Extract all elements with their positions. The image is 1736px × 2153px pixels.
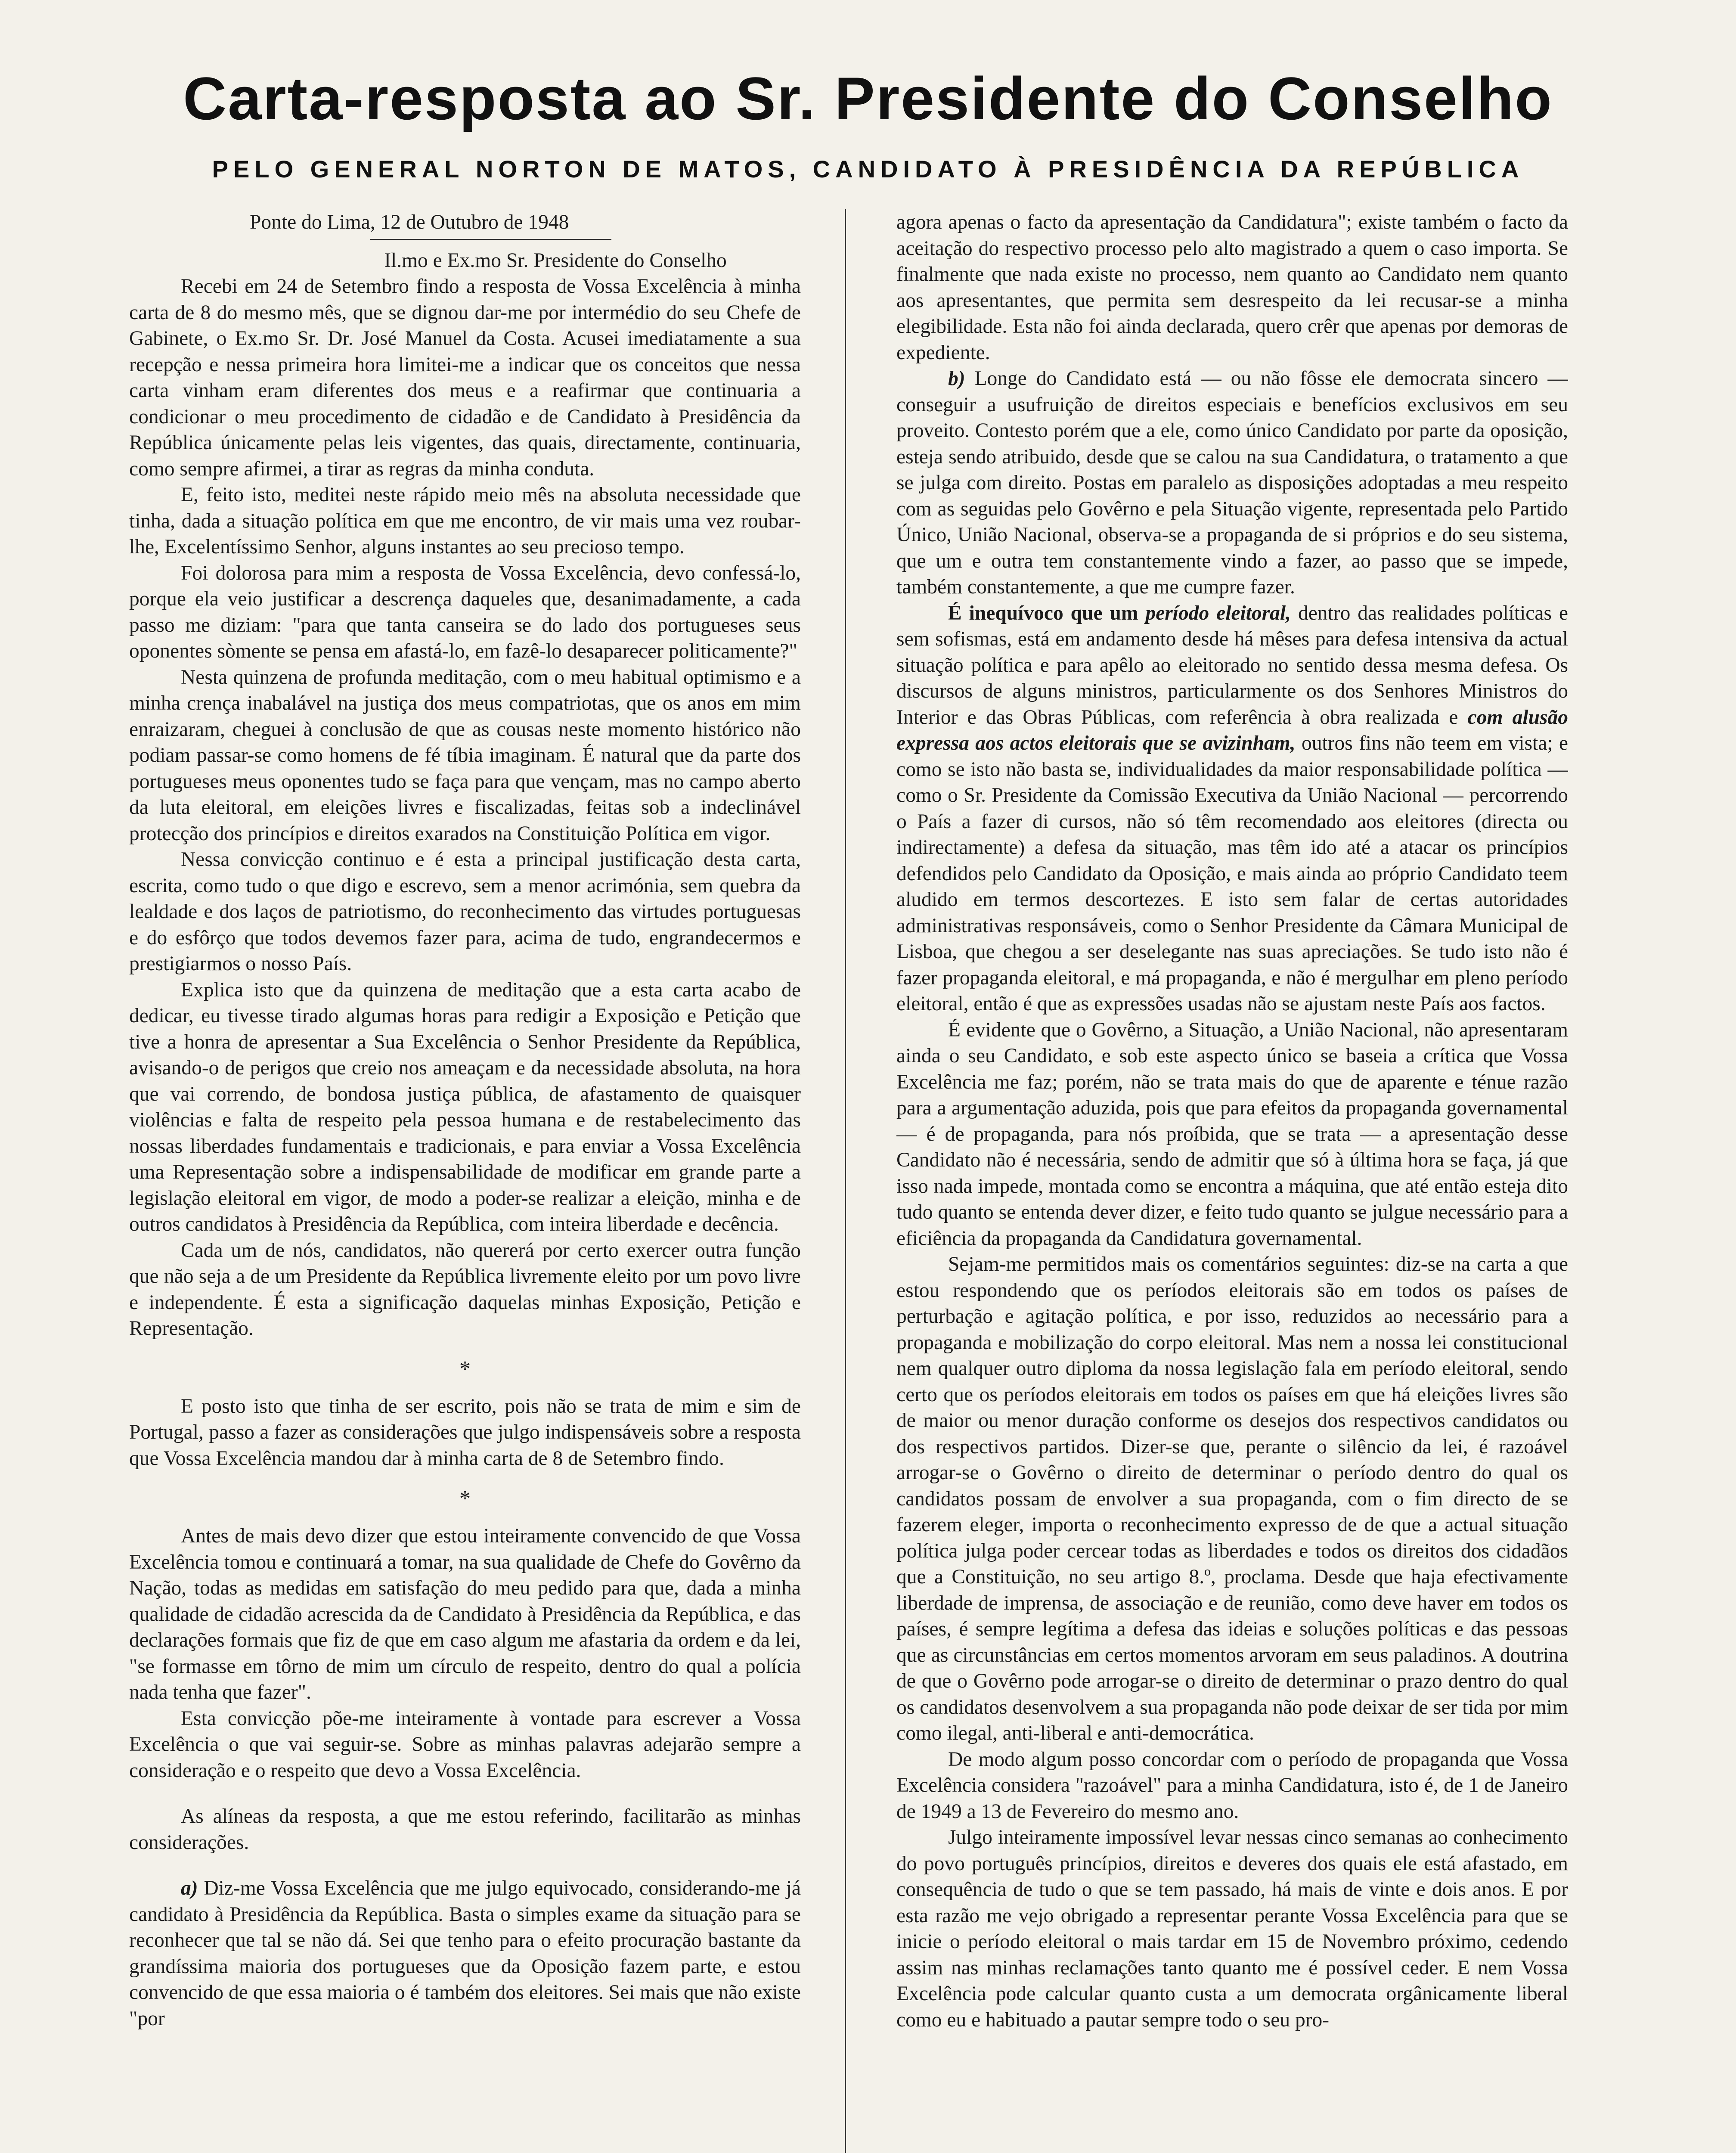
- section-asterisk: *: [459, 1356, 471, 1381]
- paragraph: Recebi em 24 de Setembro findo a resposta de Vossa Excelência à minha carta de 8 do mesmo mês, que se dignou dar-me por intermédio do seu Chefe de Gabinete, o Ex.mo Sr. Dr. José Manuel da Costa. Acusei imediatamente a sua recepção e nessa primeira hora limitei-me a indicar que os conceitos que nessa carta vinham eram diferentes dos meus e a reafirmar que continuaria a condicionar o meu procedimento de cidadão e de Candidato à Presidência da República únicamente pelas leis vigentes, das quais, directamente, continuaria, como sempre afirmei, a tirar as regras da minha conduta.: [129, 275, 801, 480]
- paragraph-text: Diz-me Vossa Excelência que me julgo equivocado, considerando-me já candidato à Presidência da República. Basta o simples exame da situação para se reconhecer que tal se não dá. Sei que tenho para o efeito procuração bastante da grandíssima maioria dos portugueses que da Oposição fazem parte, e estou convencido de que essa maioria o é também dos eleitores. Sei mais que não existe "por: [129, 1877, 801, 2030]
- paragraph: E posto isto que tinha de ser escrito, pois não se trata de mim e sim de Portugal, passo a fazer as considerações que julgo indispensáveis sobre a resposta que Vossa Excelência mandou dar à minha carta de 8 de Setembro findo.: [129, 1395, 801, 1470]
- paragraph: É evidente que o Govêrno, a Situação, a União Nacional, não apresentaram ainda o seu Candidato, e sob este aspecto único se baseia a crítica que Vossa Excelência me faz; porém, não se trata mais do que de aparente e ténue razão para a argumentação aduzida, pois que para efeitos da propaganda governamental — é de propaganda, para nós proíbida, que se trata — a apresentação desse Candidato não é necessária, sendo de admitir que só à última hora se faça, já que isso nada impede, montada como se encontra a máquina, que até então esteja dito tudo quanto se entenda dever dizer, e feito tudo quanto se julgue necessário para a eficiência da propaganda da Candidatura governamental.: [896, 1018, 1568, 1250]
- paragraph-eleitoral: [896, 600, 1568, 1017]
- item-label-b: b): [948, 367, 965, 390]
- paragraph: As alíneas da resposta, a que me estou referindo, facilitarão as minhas considerações.: [129, 1805, 801, 1854]
- paragraph: De modo algum posso concordar com o período de propaganda que Vossa Excelência considera "razoável" para a minha Candidatura, isto é, de 1 de Janeiro de 1949 a 13 de Fevereiro do mesmo ano.: [896, 1748, 1568, 1823]
- paragraph: Explica isto que da quinzena de meditação que a esta carta acabo de dedicar, eu tivesse tirado algumas horas para redigir a Exposição e Petição que tive a honra de apresentar a Sua Excelência o Senhor Presidente da República, avisando-o de perigos que creio nos ameaçam e da necessidade absoluta, na hora que vai correndo, de bondosa justiça pública, de afastamento de quaisquer violências e falta de respeito pela pessoa humana e de restabelecimento das nossas liberdades fundamentais e tradicionais, e para enviar a Vossa Excelência uma Representação sobre a indispensabilidade de modificar em grande parte a legislação eleitoral em vigor, de modo a poder-se realizar a eleição, minha e de outros candidatos à Presidência da República, com inteira liberdade e decência.: [129, 978, 801, 1235]
- paragraph: Foi dolorosa para mim a resposta de Vossa Excelência, devo confessá-lo, porque ela veio justificar a descrença daqueles que, desanimadamente, a cada passo me diziam: "para que tanta canseira se do lado dos portugueses seus oponentes sòmente se pensa em afastá-lo, em fazê-lo desaparecer politicamente?": [129, 562, 801, 662]
- paragraph-a: [129, 1875, 801, 2032]
- paragraph: Antes de mais devo dizer que estou inteiramente convencido de que Vossa Excelência tomou e continuará a tomar, na sua qualidade de Chefe do Govêrno da Nação, todas as medidas em satisfação do meu pedido para que, dada a minha qualidade de cidadão acrescida da de Candidato à Presidência da República, e das declarações formais que fiz de que em caso algum me afastaria da ordem e da lei, "se formasse em tôrno de mim um círculo de respeito, dentro do qual a polícia nada tenha que fazer".: [129, 1525, 801, 1703]
- paragraph: Esta convicção põe-me inteiramente à vontade para escrever a Vossa Excelência o que vai seguir-se. Sobre as minhas palavras adejarão sempre a consideração e o respeito que devo a Vossa Excelência.: [129, 1707, 801, 1782]
- dateline: Ponte do Lima, 12 de Outubro de 1948: [250, 211, 569, 233]
- spacer: [129, 1855, 801, 1875]
- byline: PELO GENERAL NORTON DE MATOS, CANDIDATO À PRESIDÊNCIA DA REPÚBLICA: [212, 155, 1524, 183]
- emphasis-quote: com alusão expressa aos actos eleitorais que se avizinham,: [896, 706, 1568, 754]
- item-label-a: a): [181, 1877, 198, 1899]
- paragraph: Nesta quinzena de profunda meditação, com o meu habitual optimismo e a minha crença inabalável na justiça dos meus compatriotas, que os anos em mim enraizaram, cheguei à conclusão de que as cousas neste momento histórico não podiam passar-se como homens de fé tíbia imaginam. É natural que da parte dos portugueses meus oponentes tudo se faça para que vençam, mas no campo aberto da luta eleitoral, em eleições livres e fiscalizadas, feitas sob a indeclinável protecção dos princípios e direitos exarados na Constituição Política em vigor.: [129, 666, 801, 845]
- section-asterisk: *: [459, 1486, 471, 1511]
- paragraph-lead: É inequívoco que um: [948, 602, 1138, 624]
- paragraph-text: Longe do Candidato está — ou não fôsse ele democrata sincero — conseguir a usufruição de direitos especiais e benefícios exclusivos em seu proveito. Contesto porém que a ele, como único Candidato por parte da oposição, esteja sendo atribuido, desde que se calou na sua Candidatura, o tratamento a que se julga com direito. Postas em paralelo as disposições adoptadas a meu respeito com as seguidas pelo Govêrno e pela Situação vigente, representada pelo Partido Único, União Nacional, observa-se a propaganda de si próprios e do seu sistema, que um e outra tem constantemente vindo a fazer, ao passo que se impede, também constantemente, a que me cumpre fazer.: [896, 367, 1568, 598]
- right-column: [896, 209, 1568, 2153]
- paragraph-b: [896, 366, 1568, 600]
- spacer: [129, 1784, 801, 1803]
- emphasis-term: período eleitoral,: [1145, 602, 1291, 624]
- headline: Carta-resposta ao Sr. Presidente do Conselho: [183, 65, 1553, 132]
- paragraph: Nessa convicção continuo e é esta a principal justificação desta carta, escrita, como tudo o que digo e escrevo, sem a menor acrimónia, sem quebra da lealdade e dos laços de patriotismo, do reconhecimento das virtudes portuguesas e do esfôrço que todos devemos fazer para, acima de tudo, engrandecermos e prestigiarmos o nosso País.: [129, 848, 801, 975]
- left-column: [129, 209, 801, 2153]
- paragraph: Sejam-me permitidos mais os comentários seguintes: diz-se na carta a que estou respondendo que os períodos eleitorais são em todos os países de perturbação e agitação política, e por isso, reduzidos ao necessário para a propaganda e mobilização do corpo eleitoral. Mas nem a nossa lei constitucional nem qualquer outro diploma da nossa legislação fala em período eleitoral, sendo certo que os períodos eleitorais em todos os países em que há eleições livres são de maior ou menor duração conforme os desejos dos respectivos candidatos ou dos respectivos partidos. Dizer-se que, perante o silêncio da lei, é razoável arrogar-se o Govêrno o direito de determinar o período dentro do qual os candidatos possam de envolver a sua propaganda, com o fim directo de se fazerem eleger, importa o reconhecimento expresso de de que a actual situação política julga poder cercear todas as liberdades e todos os direitos dos cidadãos que a Constituição, no seu artigo 8.º, proclama. Desde que haja efectivamente liberdade de imprensa, de associação e de reunião, como deve haver em todos os países, é sempre legítima a defesa das ideias e soluções políticas e das pessoas que as circunstâncias em certos momentos arvoram em seus paladinos. A doutrina de que o Govêrno pode arrogar-se o direito de determinar o prazo dentro do qual os candidatos desenvolvem a sua propaganda não pode deixar de ser tida por mim como ilegal, anti-liberal e anti-democrática.: [896, 1253, 1568, 1744]
- salutation-rule: [370, 239, 611, 240]
- paragraph: Cada um de nós, candidatos, não quererá por certo exercer outra função que não seja a de um Presidente da República livremente eleito por um povo livre e independente. É esta a significação daquelas minhas Exposição, Petição e Representação.: [129, 1239, 801, 1340]
- column-divider: [845, 209, 846, 2153]
- paragraph: Julgo inteiramente impossível levar nessas cinco semanas ao conhecimento do povo português princípios, direitos e deveres dos quais ele está afastado, em consequência de tudo o que se tem passado, há mais de vinte e dois anos. E por esta razão me vejo obrigado a representar perante Vossa Excelência para que se inicie o período eleitoral o mais tardar em 15 de Novembro próximo, cedendo assim nas minhas reclamações tanto quanto me é possível ceder. E nem Vossa Excelência pode calcular quanto custa a um democrata orgânicamente liberal como eu e habituado a pautar sempre todo o seu pro-: [896, 1826, 1568, 2031]
- paragraph-text: dentro das realidades políticas e sem sofismas, está em andamento desde há mêses para defesa intensiva da actual situação política e para apêlo ao eleitorado no sentido dessa mesma defesa. Os discursos de alguns ministros, particularmente os dos Senhores Ministros do Interior e das Obras Públicas, com referência à obra realizada e: [896, 602, 1568, 729]
- paragraph: agora apenas o facto da apresentação da Candidatura"; existe também o facto da aceitação do respectivo processo pelo alto magistrado a quem o caso importa. Se finalmente que nada existe no processo, nem quanto ao Candidato nem quanto aos apresentantes, que permita sem desrespeito da lei recusar-se a minha elegibilidade. Esta não foi ainda declarada, quero crêr que apenas por demoras de expediente.: [896, 211, 1568, 364]
- paragraph: E, feito isto, meditei neste rápido meio mês na absoluta necessidade que tinha, dada a situação política em que me encontro, de vir mais uma vez roubar-lhe, Excelentíssimo Senhor, alguns instantes ao seu precioso tempo.: [129, 484, 801, 558]
- paragraph-text: outros fins não teem em vista; e como se isto não basta se, individualidades da maior responsabilidade política — como o Sr. Presidente da Comissão Executiva da União Nacional — percorrendo o País a fazer di cursos, não só têm recomendado aos eleitores (directa ou indirectamente) a defesa da situação, mas têm ido até a atacar os princípios defendidos pelo Candidato da Oposição, e mais ainda ao próprio Candidato teem aludido em termos descortezes. E isto sem falar de certas autoridades administrativas responsáveis, como o Senhor Presidente da Câmara Municipal de Lisboa, que chegou a ser deselegante nas suas apreciações. Se tudo isto não é fazer propaganda eleitoral, e má propaganda, e não é mergulhar em pleno período eleitoral, então é que as expressões usadas não se ajustam neste País aos factos.: [896, 732, 1568, 1015]
- salutation: Il.mo e Ex.mo Sr. Presidente do Conselho: [384, 249, 727, 272]
